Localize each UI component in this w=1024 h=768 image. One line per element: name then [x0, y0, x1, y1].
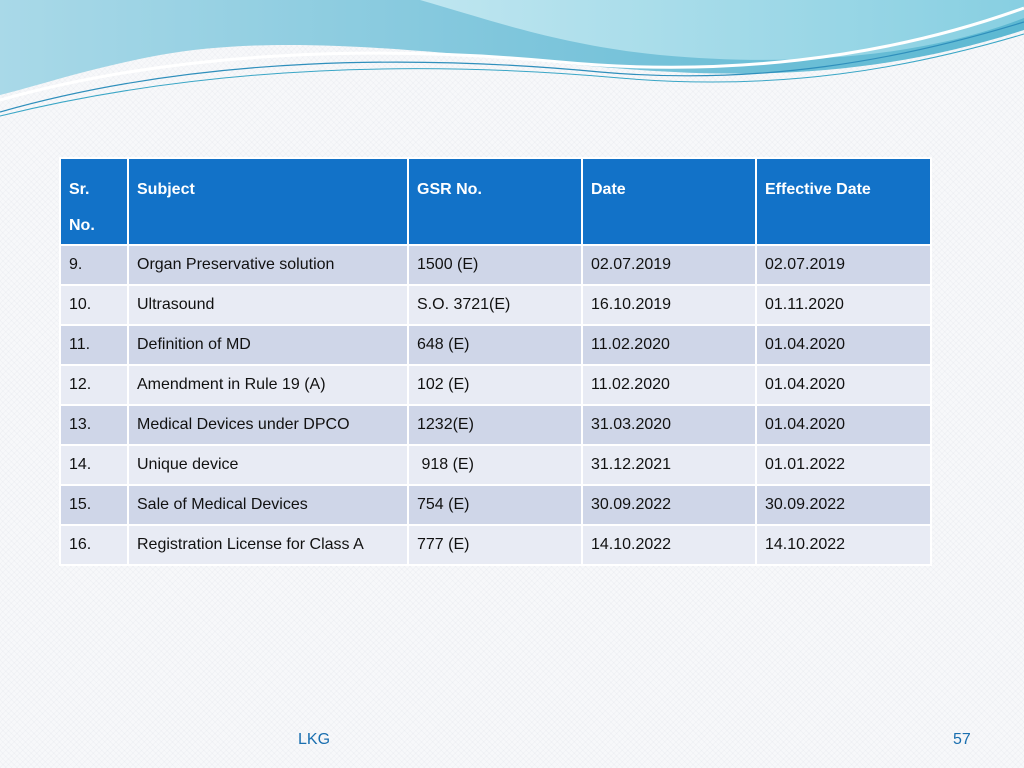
- cell-gsr: 1232(E): [408, 405, 582, 445]
- cell-subject: Definition of MD: [128, 325, 408, 365]
- header-effective-label: Effective Date: [765, 181, 871, 198]
- header-date: [582, 158, 756, 245]
- table-row: [60, 445, 931, 485]
- table-row: [60, 405, 931, 445]
- cell-date: 31.12.2021: [582, 445, 756, 485]
- cell-gsr: 918 (E): [408, 445, 582, 485]
- cell-date: 02.07.2019: [582, 245, 756, 285]
- cell-effective-date: 01.04.2020: [756, 325, 931, 365]
- cell-gsr: 102 (E): [408, 365, 582, 405]
- cell-effective-date: 14.10.2022: [756, 525, 931, 565]
- cell-sr: 15.: [60, 485, 128, 525]
- cell-subject: Unique device: [128, 445, 408, 485]
- table-row: [60, 245, 931, 285]
- cell-subject: Sale of Medical Devices: [128, 485, 408, 525]
- cell-subject: Amendment in Rule 19 (A): [128, 365, 408, 405]
- cell-gsr: 1500 (E): [408, 245, 582, 285]
- gsr-notifications-table: [59, 157, 932, 566]
- cell-sr: 11.: [60, 325, 128, 365]
- header-sr-no: [60, 158, 128, 245]
- cell-subject: Medical Devices under DPCO: [128, 405, 408, 445]
- cell-date: 30.09.2022: [582, 485, 756, 525]
- cell-gsr: 648 (E): [408, 325, 582, 365]
- cell-gsr: 777 (E): [408, 525, 582, 565]
- footer-page-number: 57: [953, 731, 971, 748]
- table-row: [60, 525, 931, 565]
- cell-date: 11.02.2020: [582, 365, 756, 405]
- table-row: [60, 365, 931, 405]
- cell-date: 11.02.2020: [582, 325, 756, 365]
- cell-sr: 13.: [60, 405, 128, 445]
- cell-effective-date: 01.01.2022: [756, 445, 931, 485]
- header-gsr-no: [408, 158, 582, 245]
- cell-sr: 10.: [60, 285, 128, 325]
- header-subject: [128, 158, 408, 245]
- cell-date: 31.03.2020: [582, 405, 756, 445]
- cell-effective-date: 01.11.2020: [756, 285, 931, 325]
- cell-subject: Organ Preservative solution: [128, 245, 408, 285]
- header-effective-date: [756, 158, 931, 245]
- cell-effective-date: 01.04.2020: [756, 405, 931, 445]
- cell-subject: Ultrasound: [128, 285, 408, 325]
- header-sr-line1: Sr.: [69, 181, 90, 198]
- cell-subject: Registration License for Class A: [128, 525, 408, 565]
- cell-date: 16.10.2019: [582, 285, 756, 325]
- footer-author: LKG: [298, 731, 331, 748]
- top-wave-banner: [0, 0, 1024, 130]
- table-row: [60, 285, 931, 325]
- cell-gsr: 754 (E): [408, 485, 582, 525]
- header-subject-label: Subject: [137, 181, 195, 198]
- header-sr-line2: No.: [69, 217, 95, 234]
- cell-effective-date: 02.07.2019: [756, 245, 931, 285]
- cell-effective-date: 30.09.2022: [756, 485, 931, 525]
- cell-effective-date: 01.04.2020: [756, 365, 931, 405]
- header-date-label: Date: [591, 181, 626, 198]
- cell-gsr: S.O. 3721(E): [408, 285, 582, 325]
- cell-sr: 12.: [60, 365, 128, 405]
- header-gsr-label: GSR No.: [417, 181, 482, 198]
- table-row: [60, 325, 931, 365]
- cell-sr: 16.: [60, 525, 128, 565]
- cell-date: 14.10.2022: [582, 525, 756, 565]
- table-header-row: [60, 158, 931, 245]
- cell-sr: 14.: [60, 445, 128, 485]
- table-row: [60, 485, 931, 525]
- cell-sr: 9.: [60, 245, 128, 285]
